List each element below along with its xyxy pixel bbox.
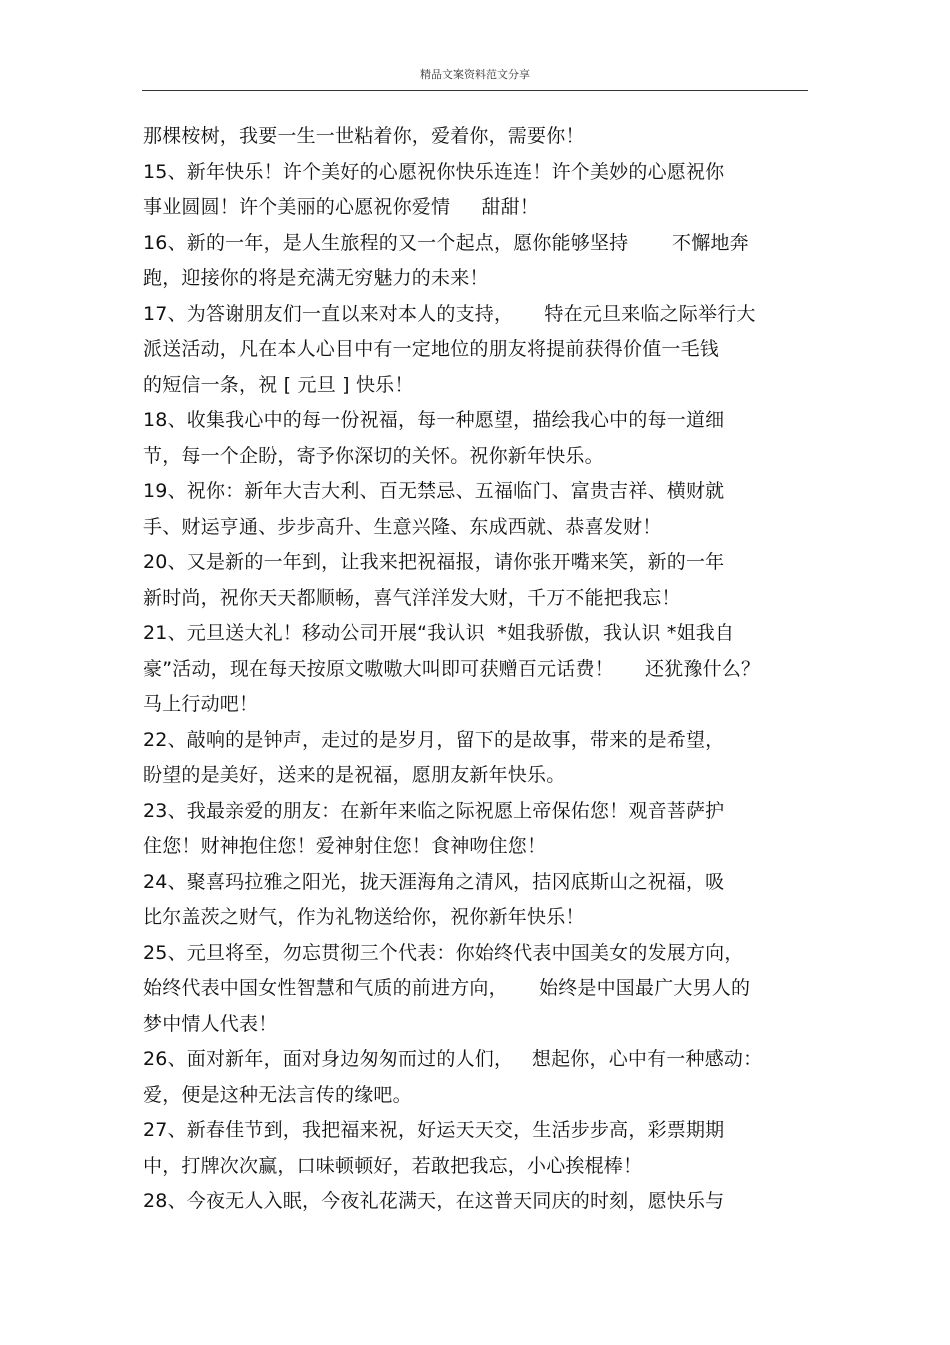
- text-line: 15、新年快乐！许个美好的心愿祝你快乐连连！许个美妙的心愿祝你: [143, 160, 725, 183]
- text-line: 中，打牌次次赢，口味顿顿好，若敢把我忘，小心挨棍棒！: [143, 1154, 643, 1177]
- text-line: 20、又是新的一年到，让我来把祝福报，请你张开嘴来笑，新的一年: [143, 551, 725, 573]
- text-line: 17、为答谢朋友们一直以来对本人的支持， 特在元旦来临之际举行大: [143, 302, 756, 325]
- text-line: 爱，便是这种无法言传的缘吧。: [143, 1083, 412, 1106]
- text-line: 那棵桉树，我要一生一世粘着你，爱着你，需要你！: [143, 125, 585, 147]
- text-line: 手、财运亨通、步步高升、生意兴隆、东成西就、恭喜发财！: [143, 515, 662, 538]
- text-line: 比尔盖茨之财气，作为礼物送给你，祝你新年快乐！: [143, 906, 585, 928]
- text-line: 事业圆圆！许个美丽的心愿祝你爱情 甜甜！: [143, 196, 539, 218]
- text-line: 盼望的是美好，送来的是祝福，愿朋友新年快乐。: [143, 764, 566, 786]
- text-line: 26、面对新年，面对身边匆匆而过的人们， 想起你，心中有一种感动：: [143, 1048, 763, 1070]
- page-header: 精品文案资料范文分享: [420, 68, 530, 81]
- header-divider: [142, 90, 808, 91]
- text-line: 27、新春佳节到，我把福来祝，好运天天交，生活步步高，彩票期期: [143, 1119, 725, 1141]
- text-line: 21、元旦送大礼！移动公司开展“我认识 *姐我骄傲，我认识 *姐我自: [143, 622, 735, 644]
- document-body: [143, 119, 823, 1220]
- text-line: 新时尚，祝你天天都顺畅，喜气洋洋发大财，千万不能把我忘！: [143, 586, 681, 609]
- text-line: 28、今夜无人入眠，今夜礼花满天，在这普天同庆的时刻，愿快乐与: [143, 1190, 725, 1212]
- text-line: 25、元旦将至，勿忘贯彻三个代表：你始终代表中国美女的发展方向，: [143, 941, 744, 964]
- text-line: 16、新的一年，是人生旅程的又一个起点，愿你能够坚持 不懈地奔: [143, 231, 749, 254]
- text-line: 住您！财神抱住您！爱神射住您！食神吻住您！: [143, 835, 547, 857]
- text-line: 节，每一个企盼，寄予你深切的关怀。祝你新年快乐。: [143, 444, 604, 467]
- text-line: 豪”活动，现在每天按原文嗷嗷大叫即可获赠百元话费！ 还犹豫什么？: [143, 657, 761, 680]
- text-line: 始终代表中国女性智慧和气质的前进方向， 始终是中国最广大男人的: [143, 977, 751, 999]
- text-line: 跑，迎接你的将是充满无穷魅力的未来！: [143, 267, 489, 289]
- text-line: 马上行动吧！: [143, 693, 259, 715]
- text-line: 梦中情人代表！: [143, 1012, 278, 1035]
- text-line: 24、聚喜玛拉雅之阳光，拢天涯海角之清风，拮冈底斯山之祝福，吸: [143, 870, 725, 893]
- text-line: 19、祝你：新年大吉大利、百无禁忌、五福临门、富贵吉祥、横财就: [143, 480, 725, 502]
- text-line: 23、我最亲爱的朋友：在新年来临之际祝愿上帝保佑您！观音菩萨护: [143, 799, 725, 822]
- text-line: 22、敲响的是钟声，走过的是岁月，留下的是故事，带来的是希望，: [143, 728, 725, 751]
- text-line: 派送活动，凡在本人心目中有一定地位的朋友将提前获得价值一毛钱: [143, 338, 720, 360]
- text-line: 18、收集我心中的每一份祝福，每一种愿望，描绘我心中的每一道细: [143, 409, 725, 431]
- text-line: 的短信一条，祝 [ 元旦 ] 快乐！: [143, 373, 414, 396]
